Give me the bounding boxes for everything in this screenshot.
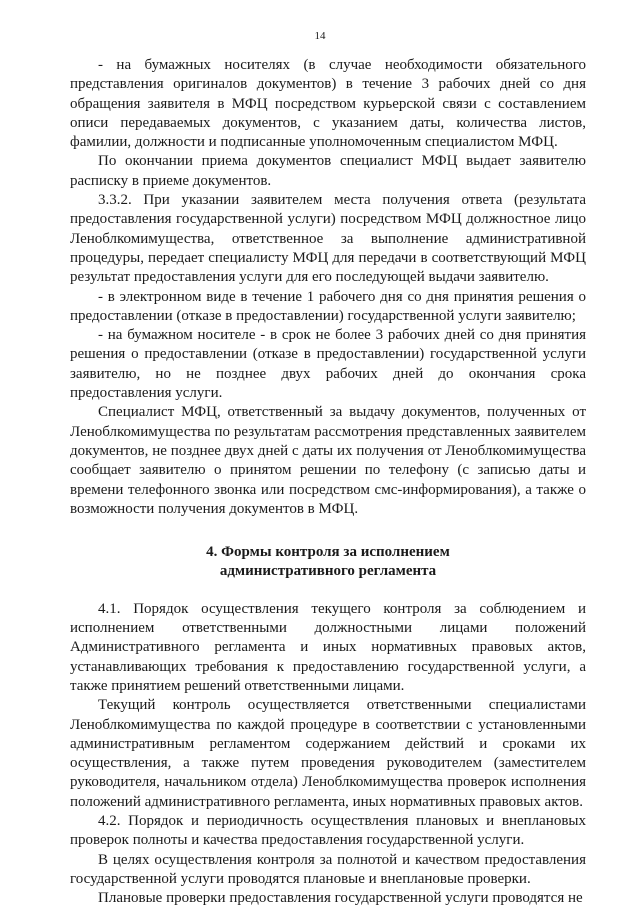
- paragraph-4-1: 4.1. Порядок осуществления текущего контроля за соблюдением и исполнением ответственными должностными лицами положений Административного регламента и иных нормативных правовых актов, устанавливающих требования к предоставлению государственной услуги, а также принятием решений ответственными лицами.: [70, 600, 586, 694]
- paragraph-paper: - на бумажном носителе - в срок не более 3 рабочих дней со дня принятия решения о предоставлении (отказе в предоставлении) государственной услуги заявителю, но не позднее двух рабочих дней до окончания срока предоставления услуги.: [70, 327, 586, 402]
- page-number: 14: [314, 30, 326, 42]
- paragraph-receipt: По окончании приема документов специалист МФЦ выдает заявителю расписку в приеме документов.: [70, 153, 586, 189]
- document-body: [70, 56, 586, 908]
- paragraph-current-control: Текущий контроль осуществляется ответственными специалистами Леноблкомимущества по каждой процедуре в соответствии с установленными административным регламентом содержанием действий и сроками их осуществления, а также путем проведения руководителем (заместителем руководителя, начальником отдела) Леноблкомимущества проверок исполнения положений административного регламента, иных нормативных правовых актов.: [70, 697, 586, 810]
- paragraph-mfc-specialist: Специалист МФЦ, ответственный за выдачу документов, полученных от Леноблкомимущества по результатам рассмотрения представленных заявителем документов, не позднее двух дней с даты их получения от Леноблкомимущества сообщает заявителю о принятом решении по телефону (с записью даты и времени телефонного звонка или посредством смс-информирования), а также о возможности получения документов в МФЦ.: [70, 404, 586, 517]
- paragraph-3-3-2: 3.3.2. При указании заявителем места получения ответа (результата предоставления государственной услуги) посредством МФЦ должностное лицо Леноблкомимущества, ответственное за выполнение административной процедуры, передает специалисту МФЦ для передачи в соответствующий МФЦ результат предоставления услуги для его последующей выдачи заявителю.: [70, 192, 586, 286]
- paragraph-paper-carriers: - на бумажных носителях (в случае необходимости обязательного представления оригиналов документов) в течение 3 рабочих дней со дня обращения заявителя в МФЦ посредством курьерской связи с составлением описи передаваемых документов, с указанием даты, количества листов, фамилии, должности и подписанные уполномоченным специалистом МФЦ.: [70, 57, 586, 151]
- paragraph-control-purpose: В целях осуществления контроля за полнотой и качеством предоставления государственной услуги проводятся плановые и внеплановые проверки.: [70, 851, 586, 887]
- paragraph-planned-checks: Плановые проверки предоставления государственной услуги проводятся не: [98, 890, 583, 907]
- paragraph-electronic: - в электронном виде в течение 1 рабочего дня со дня принятия решения о предоставлении (отказе в предоставлении) государственной услуги заявителю;: [70, 288, 586, 324]
- section-heading: 4. Формы контроля за исполнением административного регламента: [206, 544, 450, 580]
- paragraph-4-2: 4.2. Порядок и периодичность осуществления плановых и внеплановых проверок полноты и качества предоставления государственной услуги.: [70, 812, 586, 849]
